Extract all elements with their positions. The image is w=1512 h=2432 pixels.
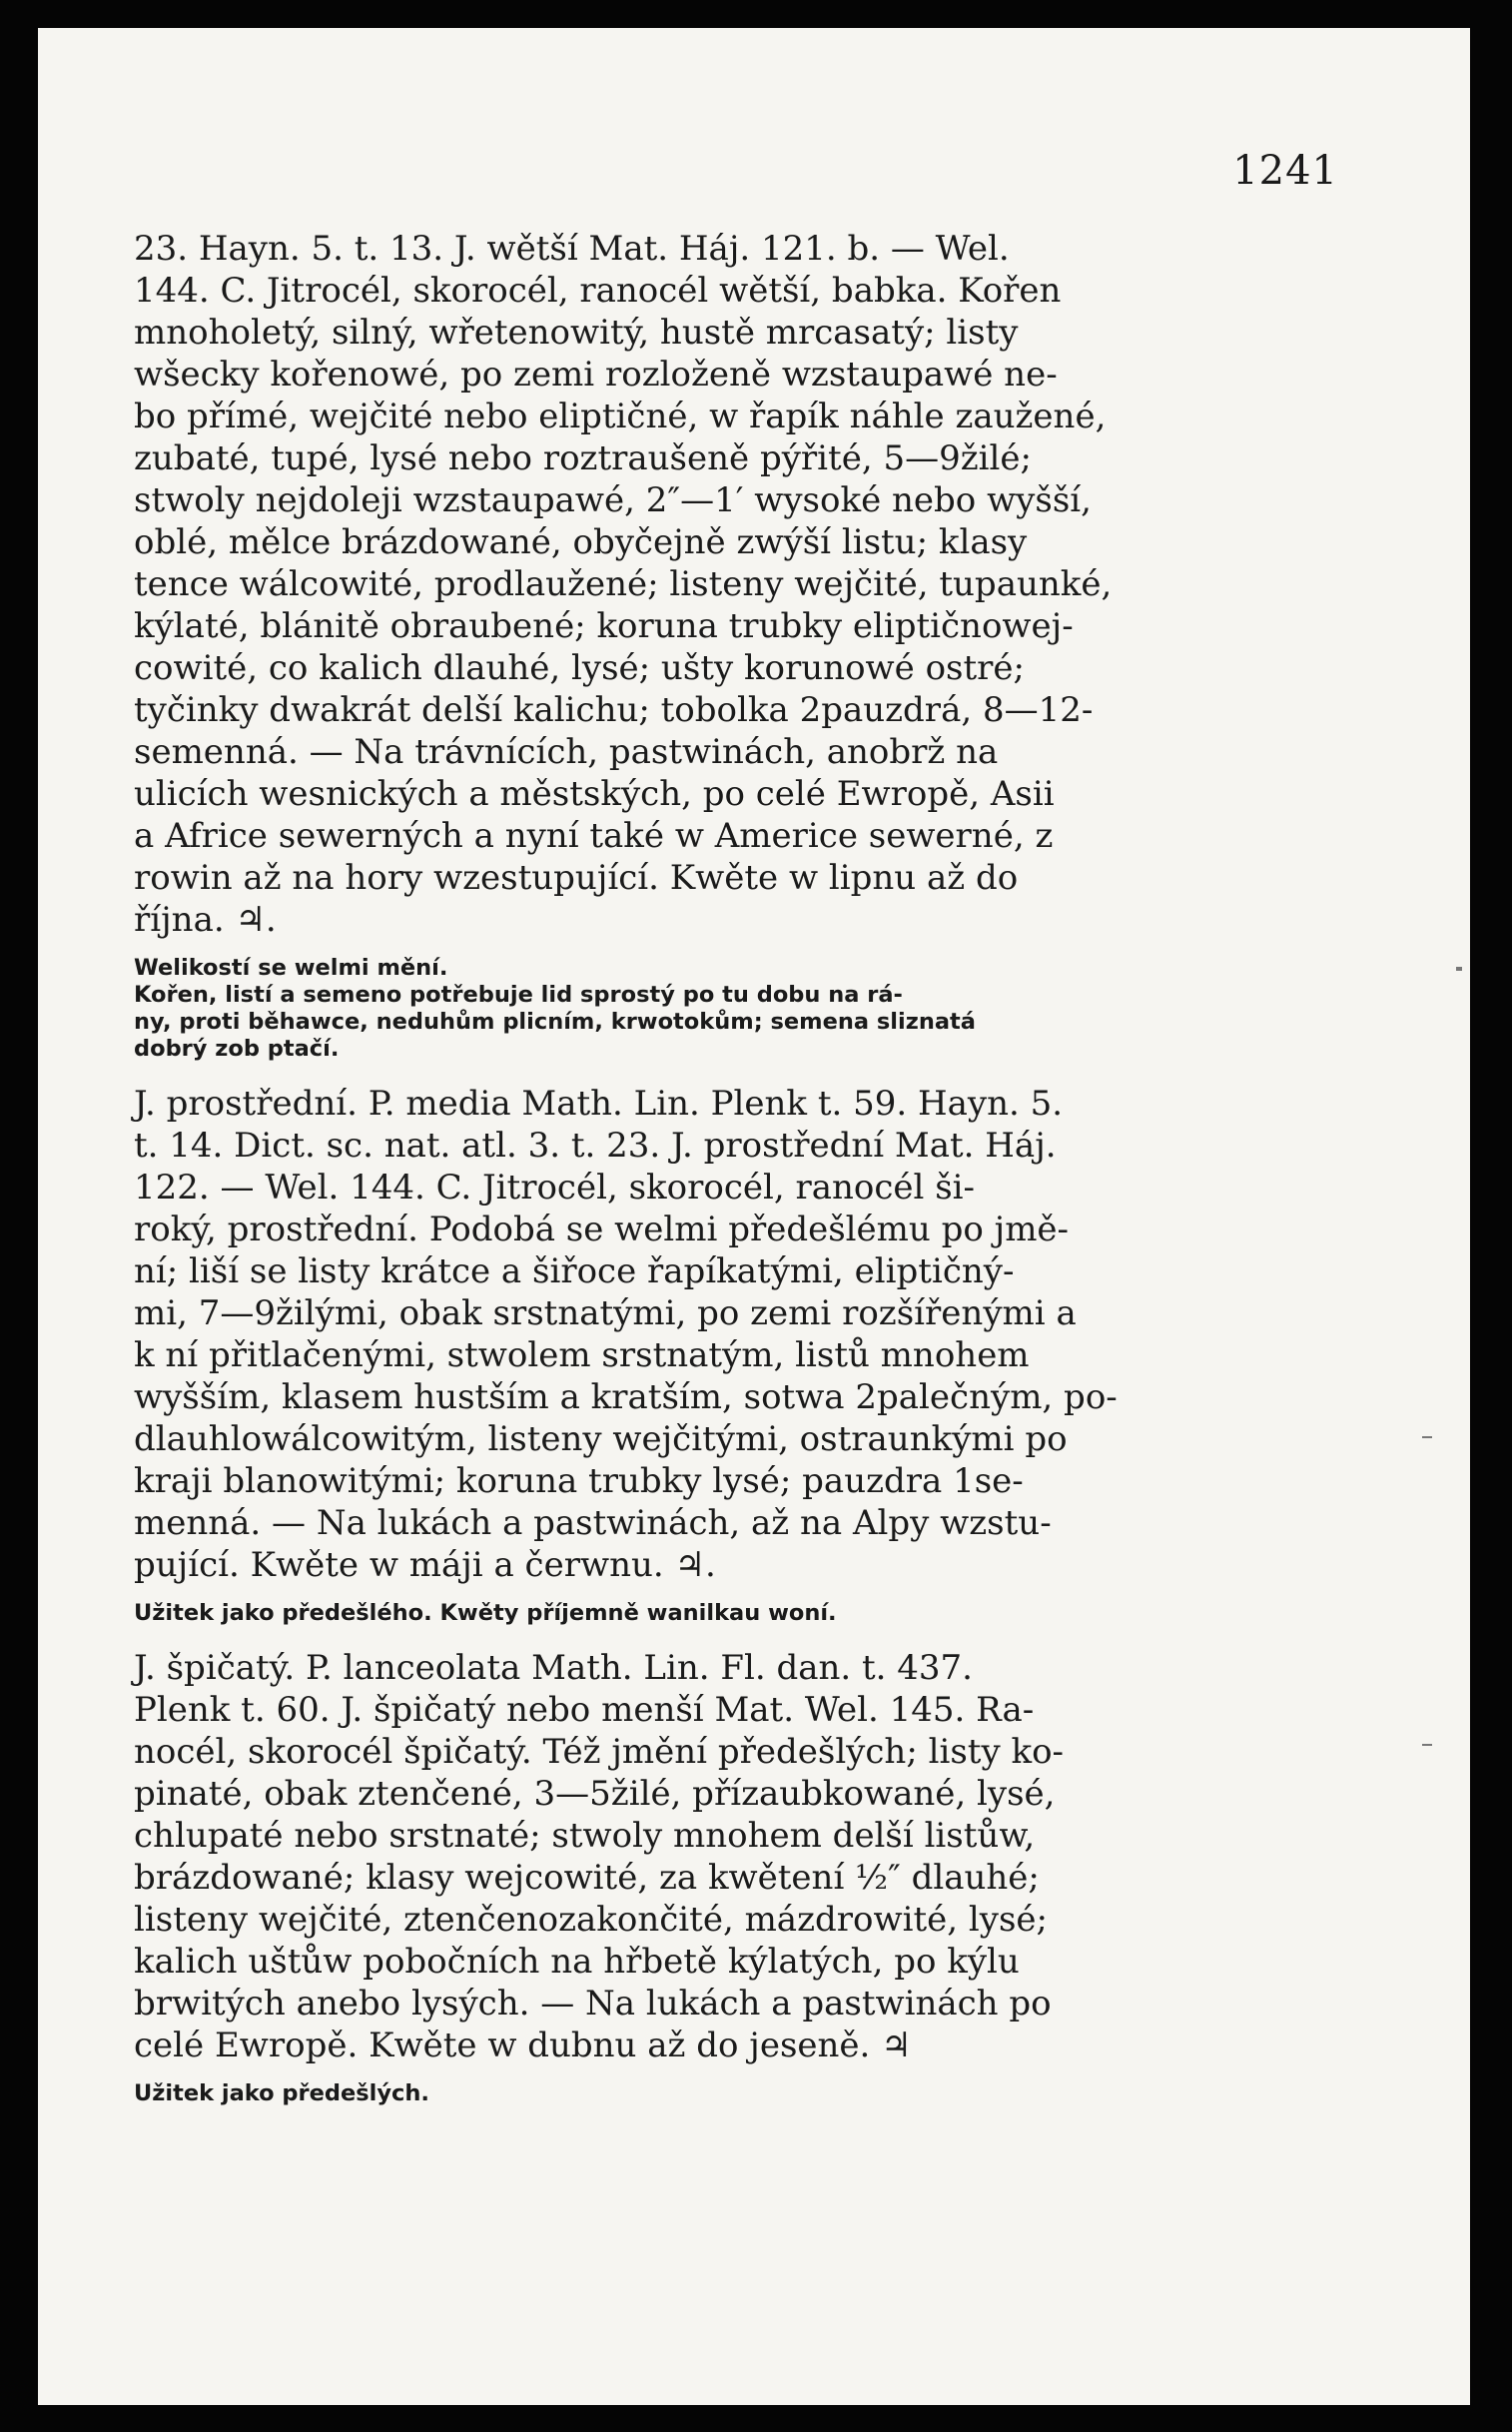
text-line: tyčinky dwakrát delší kalichu; tobolka 2pauzdrá, 8—12- [134, 690, 1094, 730]
spacer [134, 2066, 1340, 2080]
page-body [134, 228, 1340, 2107]
text-line: k ní přitlačenými, stwolem srstnatým, listů mnohem [134, 1335, 1030, 1375]
spacer [134, 1627, 1340, 1647]
footnote-block [134, 2080, 1340, 2107]
scanned-page [38, 28, 1470, 2405]
text-line: Welikostí se welmi mění. [134, 955, 448, 981]
text-line: Plenk t. 60. J. špičatý nebo menší Mat. Wel. 145. Ra- [134, 1690, 1035, 1730]
footnote-block [134, 955, 1340, 1063]
text-line: oblé, mělce brázdowané, obyčejně zwýší listu; klasy [134, 522, 1028, 562]
spacer [134, 941, 1340, 955]
text-line: J. prostřední. P. media Math. Lin. Plenk t. 59. Hayn. 5. [134, 1084, 1064, 1124]
scan-speck [1422, 1436, 1432, 1438]
species-paragraph [134, 228, 1340, 941]
text-line: ny, proti běhawce, neduhům plicním, krwotokům; semena sliznatá [134, 1009, 976, 1035]
spacer [134, 1586, 1340, 1600]
text-line: kýlaté, blánitě obraubené; koruna trubky eliptičnowej- [134, 606, 1074, 646]
text-line: Užitek jako předešlých. [134, 2080, 429, 2106]
text-line: Užitek jako předešlého. Kwěty příjemně wanilkau woní. [134, 1600, 837, 1626]
text-line: nocél, skorocél špičatý. Též jmění předešlých; listy ko- [134, 1732, 1065, 1772]
text-line: brázdowané; klasy wejcowité, za kwětení ½″ dlauhé; [134, 1858, 1040, 1898]
page-number: 1241 [1232, 148, 1338, 194]
text-line: kalich uštůw pobočních na hřbetě kýlatých, po kýlu [134, 1942, 1020, 1982]
text-line: wyšším, klasem hustším a kratším, sotwa 2palečným, po- [134, 1377, 1118, 1417]
text-line: menná. — Na lukách a pastwinách, až na Alpy wzstu- [134, 1503, 1052, 1543]
text-line: a Africe sewerných a nyní také w Americe sewerné, z [134, 816, 1054, 856]
species-paragraph [134, 1647, 1340, 2066]
text-line: chlupaté nebo srstnaté; stwoly mnohem delší listůw, [134, 1816, 1036, 1856]
text-line: stwoly nejdoleji wzstaupawé, 2″—1′ wysoké nebo wyšší, [134, 480, 1092, 520]
text-line: ní; liší se listy krátce a šiřoce řapíkatými, eliptičný- [134, 1251, 1015, 1291]
text-line: pující. Kwěte w máji a čerwnu. ♃. [134, 1545, 716, 1585]
text-line: 122. — Wel. 144. C. Jitrocél, skorocél, ranocél ši- [134, 1168, 976, 1208]
text-line: cowité, co kalich dlauhé, lysé; ušty korunowé ostré; [134, 648, 1025, 688]
text-line: listeny wejčité, ztenčenozakončité, mázdrowité, lysé; [134, 1900, 1048, 1940]
text-line: dobrý zob ptačí. [134, 1036, 340, 1062]
text-line: roký, prostřední. Podobá se welmi předešlému po jmě- [134, 1210, 1070, 1249]
text-line: zubaté, tupé, lysé nebo roztraušeně pýřité, 5—9žilé; [134, 438, 1032, 478]
text-line: brwitých anebo lysých. — Na lukách a pastwinách po [134, 1984, 1052, 2024]
text-line: mnoholetý, silný, wřetenowitý, hustě mrcasatý; listy [134, 313, 1019, 353]
text-line: J. špičatý. P. lanceolata Math. Lin. Fl. dan. t. 437. [134, 1648, 973, 1688]
text-line: října. ♃. [134, 900, 277, 940]
text-line: celé Ewropě. Kwěte w dubnu až do jeseně. ♃ [134, 2026, 912, 2065]
text-line: semenná. — Na trávnících, pastwinách, anobrž na [134, 732, 999, 772]
text-line: bo přímé, wejčité nebo eliptičné, w řapík náhle zaužené, [134, 397, 1107, 436]
scan-speck [1456, 967, 1462, 971]
footnote-block [134, 1600, 1340, 1627]
text-line: tence wálcowité, prodlaužené; listeny wejčité, tupaunké, [134, 564, 1113, 604]
text-line: pinaté, obak ztenčené, 3—5žilé, přízaubkowané, lysé, [134, 1774, 1056, 1814]
text-line: ulicích wesnických a městských, po celé Ewropě, Asii [134, 774, 1055, 814]
text-line: Kořen, listí a semeno potřebuje lid sprostý po tu dobu na rá- [134, 982, 903, 1008]
text-line: mi, 7—9žilými, obak srstnatými, po zemi rozšířenými a [134, 1293, 1077, 1333]
text-line: wšecky kořenowé, po zemi rozloženě wzstaupawé ne- [134, 355, 1058, 395]
text-line: 23. Hayn. 5. t. 13. J. wětší Mat. Háj. 121. b. — Wel. [134, 229, 1010, 269]
text-line: kraji blanowitými; koruna trubky lysé; pauzdra 1se- [134, 1461, 1024, 1501]
text-line: t. 14. Dict. sc. nat. atl. 3. t. 23. J. prostřední Mat. Háj. [134, 1126, 1057, 1166]
text-line: rowin až na hory wzestupující. Kwěte w lipnu až do [134, 858, 1019, 898]
text-line: dlauhlowálcowitým, listeny wejčitými, ostraunkými po [134, 1419, 1068, 1459]
species-paragraph [134, 1083, 1340, 1586]
spacer [134, 1063, 1340, 1083]
text-line: 144. C. Jitrocél, skorocél, ranocél wětší, babka. Kořen [134, 271, 1062, 311]
scan-speck [1422, 1744, 1432, 1746]
